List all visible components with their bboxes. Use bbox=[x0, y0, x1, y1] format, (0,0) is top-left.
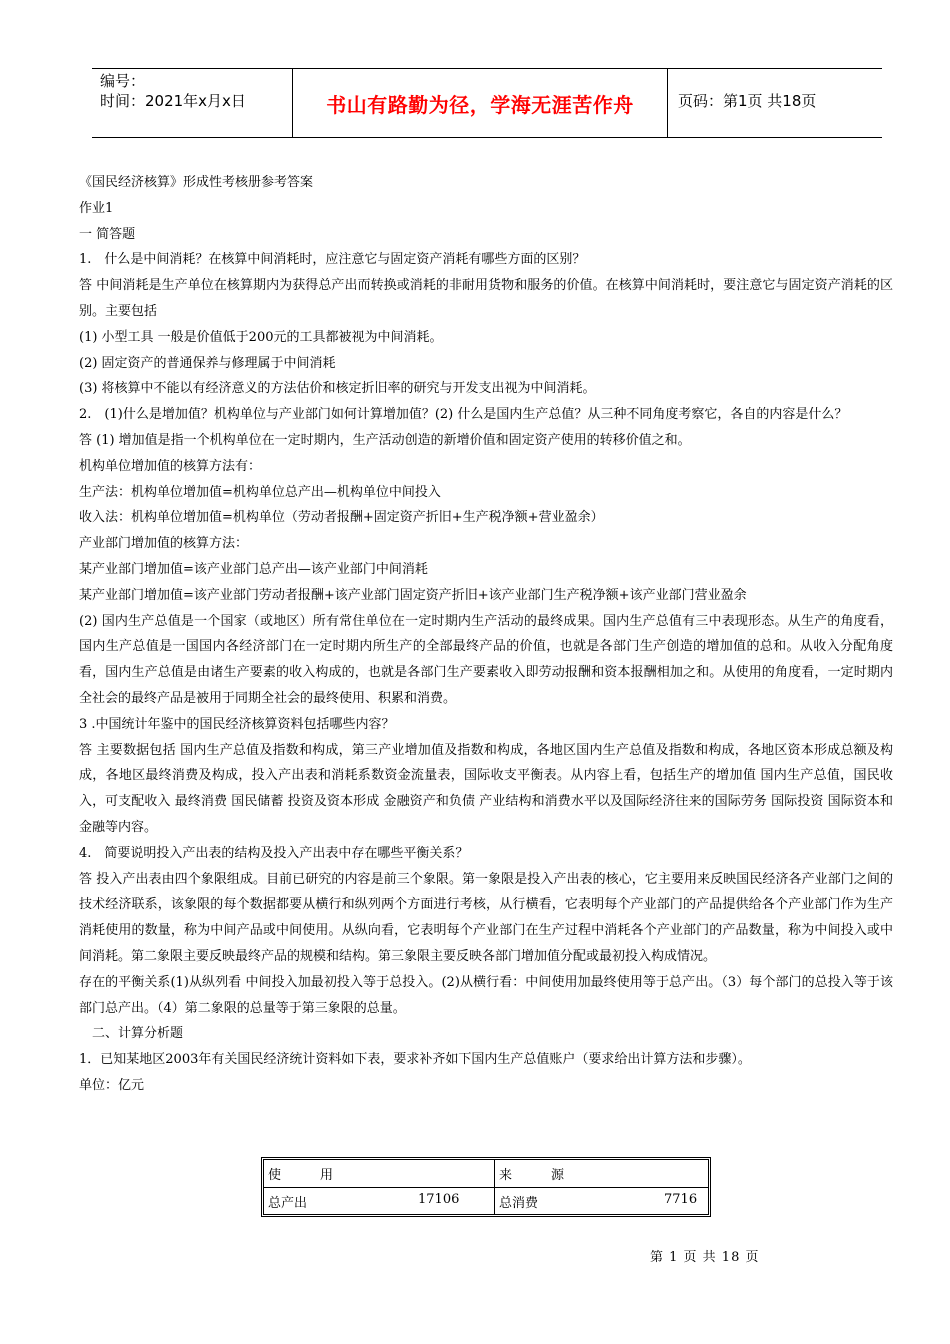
use-header: 使 用 bbox=[268, 1168, 334, 1183]
paragraph: (3) 将核算中不能以有经济意义的方法估价和核定折旧率的研究与开发支出视为中间消耗。 bbox=[79, 381, 596, 397]
paragraph: 某产业部门增加值=该产业部门总产出—该产业部门中间消耗 bbox=[79, 561, 428, 577]
paragraph: 单位：亿元 bbox=[79, 1077, 145, 1093]
page-footer: 第 1 页 共 18 页 bbox=[650, 1250, 760, 1265]
table-row bbox=[264, 1188, 708, 1215]
paragraph: (2) 国内生产总值是一个国家（或地区）所有常住单位在一定时期内生产活动的最终成果。国内生产总值有三中表现形态。从生产的角度看，国内生产总值是一国国内各经济部门在一定时期内所生产的全部最终产品的价值，也就是各部门生产创造的增加值的总和。从收入分配角度看，国内生产总值是由诸生产要素的收入构成的，也就是各部门生产要素收入即劳动报酬和资本报酬相加之和。从使用的角度看，一定时期内全社会的最终产品是被用于同期全社会的最终使用、积累和消费。 bbox=[79, 613, 893, 706]
source-header: 来 源 bbox=[499, 1168, 565, 1183]
paragraph: (1) 小型工具 一般是价值低于200元的工具都被视为中间消耗。 bbox=[79, 329, 443, 345]
use-item-label: 总产出 bbox=[268, 1196, 308, 1211]
paragraph: 一 简答题 bbox=[79, 226, 136, 242]
paragraph: 答 主要数据包括 国内生产总值及指数和构成，第三产业增加值及指数和构成，各地区国内生产总值及指数和构成，各地区资本形成总额及构成，各地区最终消费及构成，投入产出表和消耗系数资金流量表，国际收支平衡表。从内容上看，包括生产的增加值 国内生产总值，国民收入，可支配收入 最终消费 国民储蓄 投资及资本形成 金融资产和负债 产业结构和消费水平以及国际经济往来的国际劳务 国际投资 国际资本和金融等内容。 bbox=[79, 742, 893, 835]
paragraph: 答 (1) 增加值是指一个机构单位在一定时期内，生产活动创造的新增价值和固定资产使用的转移价值之和。 bbox=[79, 432, 691, 448]
paragraph: 4. 简要说明投入产出表的结构及投入产出表中存在哪些平衡关系？ bbox=[79, 845, 469, 861]
source-item-label: 总消费 bbox=[499, 1196, 539, 1211]
header-motto: 书山有路勤为径，学海无涯苦作舟 bbox=[292, 69, 668, 137]
table-header-row bbox=[264, 1160, 708, 1188]
paragraph: 作业1 bbox=[79, 200, 114, 216]
number-label: 编号： bbox=[100, 72, 146, 90]
time-label: 时间：2021年x月x日 bbox=[100, 92, 246, 110]
paragraph: (2) 固定资产的普通保养与修理属于中间消耗 bbox=[79, 355, 336, 371]
paragraph: 收入法：机构单位增加值=机构单位（劳动者报酬+固定资产折旧+生产税净额+营业盈余） bbox=[79, 510, 604, 526]
paragraph: 产业部门增加值的核算方法： bbox=[79, 536, 249, 552]
paragraph: 存在的平衡关系(1)从纵列看 中间投入加最初投入等于总投入。(2)从横行看：中间使用加最终使用等于总产出。（3）每个部门的总投入等于该部门总产出。（4）第二象限的总量等于第三象限的总量。 bbox=[79, 974, 893, 1016]
paragraph: 答 投入产出表由四个象限组成。目前已研究的内容是前三个象限。第一象限是投入产出表的核心，它主要用来反映国民经济各产业部门之间的技术经济联系，该象限的每个数据都要从横行和纵列两个方面进行考核，从行横看，它表明每个产业部门的产品提供给各个产业部门作为生产消耗使用的数量，称为中间产品或中间使用。从纵向看，它表明每个产业部门在生产过程中消耗各个产业部门的产品数量，称为中间投入或中间消耗。第二象限主要反映最终产品的规模和结构。第三象限主要反映各部门增加值分配或最初投入构成情况。 bbox=[79, 871, 893, 964]
document-body bbox=[79, 170, 893, 1099]
paragraph: 二、计算分析题 bbox=[79, 1026, 184, 1042]
header-page-info: 页码：第1页 共18页 bbox=[678, 92, 817, 110]
paragraph: 2. (1)什么是增加值？机构单位与产业部门如何计算增加值？(2) 什么是国内生产总值？从三种不同角度考察它，各自的内容是什么？ bbox=[79, 407, 848, 423]
gdp-account-table bbox=[261, 1157, 711, 1217]
use-item-value: 17106 bbox=[418, 1192, 460, 1207]
source-item-value: 7716 bbox=[664, 1192, 698, 1207]
paragraph: 1. 什么是中间消耗？在核算中间消耗时，应注意它与固定资产消耗有哪些方面的区别？ bbox=[79, 252, 586, 268]
paragraph: 某产业部门增加值=该产业部门劳动者报酬+该产业部门固定资产折旧+该产业部门生产税净额+该产业部门营业盈余 bbox=[79, 587, 747, 603]
paragraph: 《国民经济核算》形成性考核册参考答案 bbox=[79, 175, 314, 190]
paragraph: 答 中间消耗是生产单位在核算期内为获得总产出而转换或消耗的非耐用货物和服务的价值。在核算中间消耗时，要注意它与固定资产消耗的区别。主要包括 bbox=[79, 278, 893, 319]
header-meta bbox=[100, 71, 246, 111]
paragraph: 机构单位增加值的核算方法有： bbox=[79, 458, 262, 474]
page-header bbox=[92, 68, 882, 138]
paragraph: 3 .中国统计年鉴中的国民经济核算资料包括哪些内容？ bbox=[79, 716, 395, 732]
paragraph: 1．已知某地区2003年有关国民经济统计资料如下表，要求补齐如下国内生产总值账户（要求给出计算方法和步骤）。 bbox=[79, 1052, 751, 1068]
paragraph: 生产法：机构单位增加值=机构单位总产出—机构单位中间投入 bbox=[79, 484, 441, 500]
